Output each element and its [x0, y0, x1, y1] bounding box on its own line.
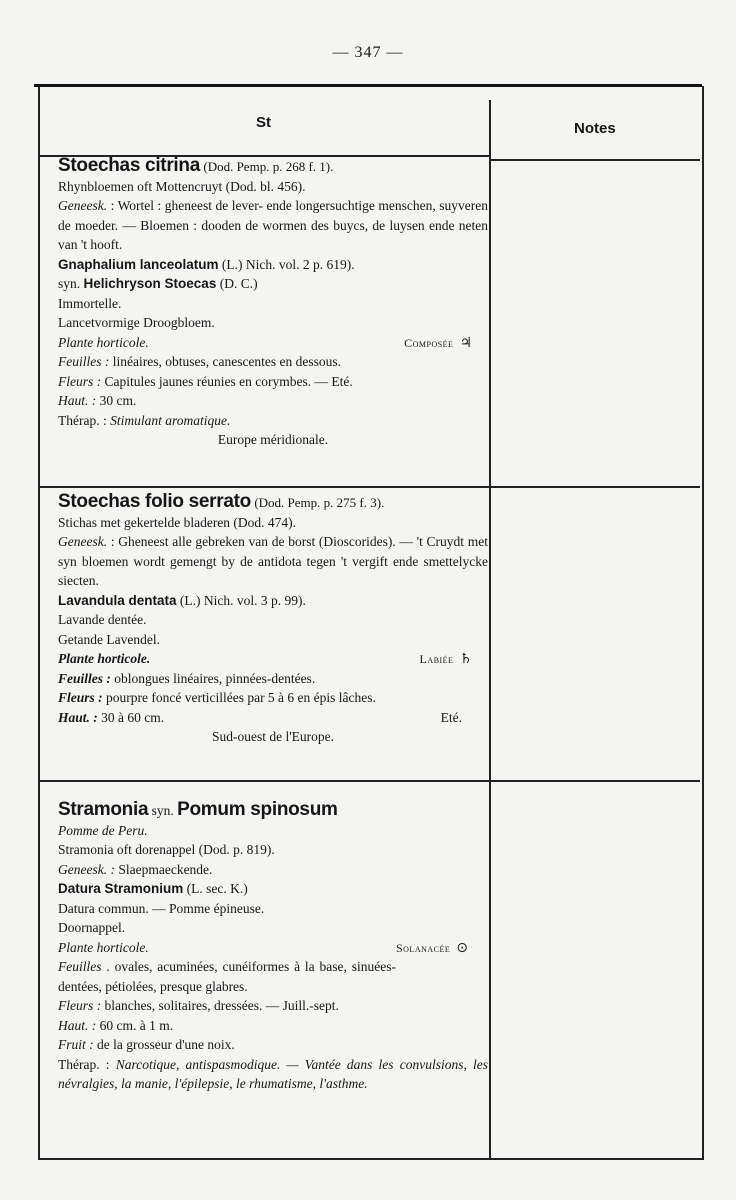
fruit-text: de la grosseur d'une noix. [97, 1037, 235, 1052]
entry-haut [58, 1016, 488, 1036]
fleurs-text: Capitules jaunes réunies en corymbes. — Eté. [104, 373, 353, 389]
entry-stoechas-citrina [58, 156, 488, 450]
entry-reference: (Dod. Pemp. p. 275 f. 3). [254, 495, 385, 510]
entry-separator-1 [38, 486, 700, 488]
entry-feuilles [58, 957, 488, 996]
entry-latin [58, 591, 488, 611]
entry-therap [58, 1055, 488, 1094]
fleurs-label: Fleurs : [58, 998, 102, 1013]
entry-geneesk [58, 196, 488, 255]
column-header-main: St [256, 114, 271, 131]
entry-geneesk [58, 860, 488, 880]
plante-type: Plante horticole. [58, 939, 149, 955]
family [396, 938, 468, 959]
entry-title: Stoechas folio serrato [58, 491, 251, 512]
annual-symbol-icon: ⊙ [456, 939, 468, 956]
entry-plante-line [58, 649, 488, 669]
entry-region: Europe méridionale. [217, 432, 329, 447]
header-rule-notes [490, 159, 700, 161]
haut-label: Haut. : [58, 1017, 97, 1033]
feuilles-label: Feuilles [58, 959, 102, 974]
plante-type: Plante horticole. [58, 651, 151, 666]
family-name: Labiée [419, 652, 454, 666]
entry-heading [58, 156, 488, 177]
latin-name: Gnaphalium lanceolatum [58, 256, 219, 272]
entry-reference: (Dod. Pemp. p. 268 f. 1). [203, 159, 334, 174]
entry-region: Sud-ouest de l'Europe. [211, 729, 335, 744]
entry-stoechas-folio-serrato [58, 492, 488, 747]
geneesk-text: : Gheneest alle gebreken van de borst (Dioscorides). — 't Cruydt met syn bloemen wordt gemengt by de antidota tegen 't vergift ende smettelycke siecten. [58, 534, 488, 588]
fleurs-text: pourpre foncé verticillées par 5 à 6 en épis lâches. [106, 690, 376, 705]
feuilles-text: . ovales, acuminées, cunéiformes à la base, sinuées-dentées, pétiolées, presque glabres. [58, 959, 396, 994]
entry-separator-2 [38, 780, 700, 782]
column-divider [489, 100, 491, 1158]
syn-label: syn. [151, 803, 174, 818]
column-header-notes: Notes [574, 120, 616, 137]
geneesk-label: Geneesk. [58, 534, 108, 549]
therap-label: Thérap. : [58, 1056, 110, 1072]
entry-french-name: Datura commun. — Pomme épineuse. [58, 900, 265, 916]
latin-name: Lavandula dentata [58, 592, 177, 608]
entry-latin [58, 879, 488, 899]
haut-label: Haut. : [58, 709, 98, 725]
haut-text: 30 à 60 cm. [101, 709, 165, 725]
entry-geneesk [58, 532, 488, 591]
feuilles-text: oblongues linéaires, pinnées-dentées. [114, 670, 316, 686]
haut-text: 60 cm. à 1 m. [99, 1017, 174, 1033]
perennial-symbol-icon: ♃ [459, 334, 472, 351]
geneesk-text: Slaepmaeckende. [118, 861, 213, 877]
entry-vernacular: Stichas met gekerteldе bladeren (Dod. 474). [58, 514, 297, 530]
entry-synonym [58, 274, 488, 294]
entry-haut [58, 391, 488, 411]
entry-dutch-name: Doornappel. [58, 920, 126, 935]
entry-heading [58, 800, 488, 821]
entry-fleurs [58, 996, 488, 1016]
entry-vernacular: Rhynbloemen oft Mottencruyt (Dod. bl. 456). [58, 178, 306, 194]
syn-label: syn. [58, 276, 81, 291]
entry-haut [58, 708, 488, 728]
syn-author: (D. C.) [219, 276, 258, 291]
fleurs-label: Fleurs : [58, 373, 102, 389]
season: Eté. [440, 709, 462, 725]
haut-label: Haut. : [58, 393, 97, 408]
entry-fleurs [58, 688, 488, 708]
therap-text: Stimulant aromatique. [110, 412, 231, 428]
entry-feuilles [58, 669, 488, 689]
entry-plante-line [58, 938, 488, 958]
therap-label: Thérap. : [58, 412, 107, 428]
entry-title: Stramonia [58, 799, 149, 820]
latin-author: (L. sec. K.) [186, 881, 248, 896]
entry-fleurs [58, 372, 488, 392]
entry-therap [58, 411, 488, 431]
page-number: — 347 — [332, 44, 404, 61]
geneesk-text: : Wortel : gheneest de lever- ende longersuchtige menschen, suyveren de moeder. — Bloemen : dooden de wormen des buycs, de luysen ende neten van 't hooft. [58, 198, 488, 252]
geneesk-label: Geneesk. : [58, 861, 115, 877]
fruit-label: Fruit : [58, 1037, 94, 1052]
latin-author: (L.) Nich. vol. 3 p. 99). [179, 592, 306, 608]
entry-dutch-name: Lancetvormige Droogbloem. [58, 315, 215, 330]
latin-name: Datura Stramonium [58, 881, 184, 896]
entry-fruit [58, 1035, 488, 1055]
family-name: Solanacée [395, 940, 451, 955]
entry-latin [58, 255, 488, 275]
fleurs-label: Fleurs : [58, 690, 103, 705]
entry-plante-line [58, 333, 488, 353]
haut-text: 30 cm. [99, 393, 137, 408]
fleurs-text: blanches, solitaires, dressées. — Juill.-sept. [104, 998, 339, 1013]
family-name: Composée [404, 335, 454, 350]
syn-name: Helichryson Stoecas [83, 276, 217, 291]
entry-french-italic: Pomme de Peru. [58, 822, 148, 838]
entry-feuilles [58, 352, 488, 372]
geneesk-label: Geneesk. [58, 198, 108, 213]
latin-author: (L.) Nich. vol. 2 p. 619). [221, 256, 355, 272]
feuilles-text: linéaires, obtuses, canescentes en dessous. [112, 354, 342, 369]
entry-dutch-name: Getande Lavendel. [58, 631, 160, 647]
entry-stramonia [58, 800, 488, 1094]
feuilles-label: Feuilles : [58, 354, 110, 369]
entry-heading [58, 492, 488, 513]
therap-text: Narcotique, antispasmodique. — Vantée dans les convulsions, les névralgies, la manie, l'épilepsie, le rhumatisme, l'asthme. [58, 1056, 488, 1091]
family [404, 333, 472, 354]
entry-french-name: Lavande dentée. [58, 612, 147, 627]
shrub-symbol-icon: ♄ [459, 651, 472, 667]
entry-french-name: Immortelle. [58, 295, 122, 311]
feuilles-label: Feuilles : [58, 670, 111, 686]
plante-type: Plante horticole. [58, 334, 149, 350]
family [420, 649, 472, 670]
entry-vernacular: Stramonia oft dorenappel (Dod. p. 819). [58, 842, 275, 857]
entry-syn-title: Pomum spinosum [177, 799, 338, 820]
entry-title: Stoechas citrina [58, 155, 200, 176]
